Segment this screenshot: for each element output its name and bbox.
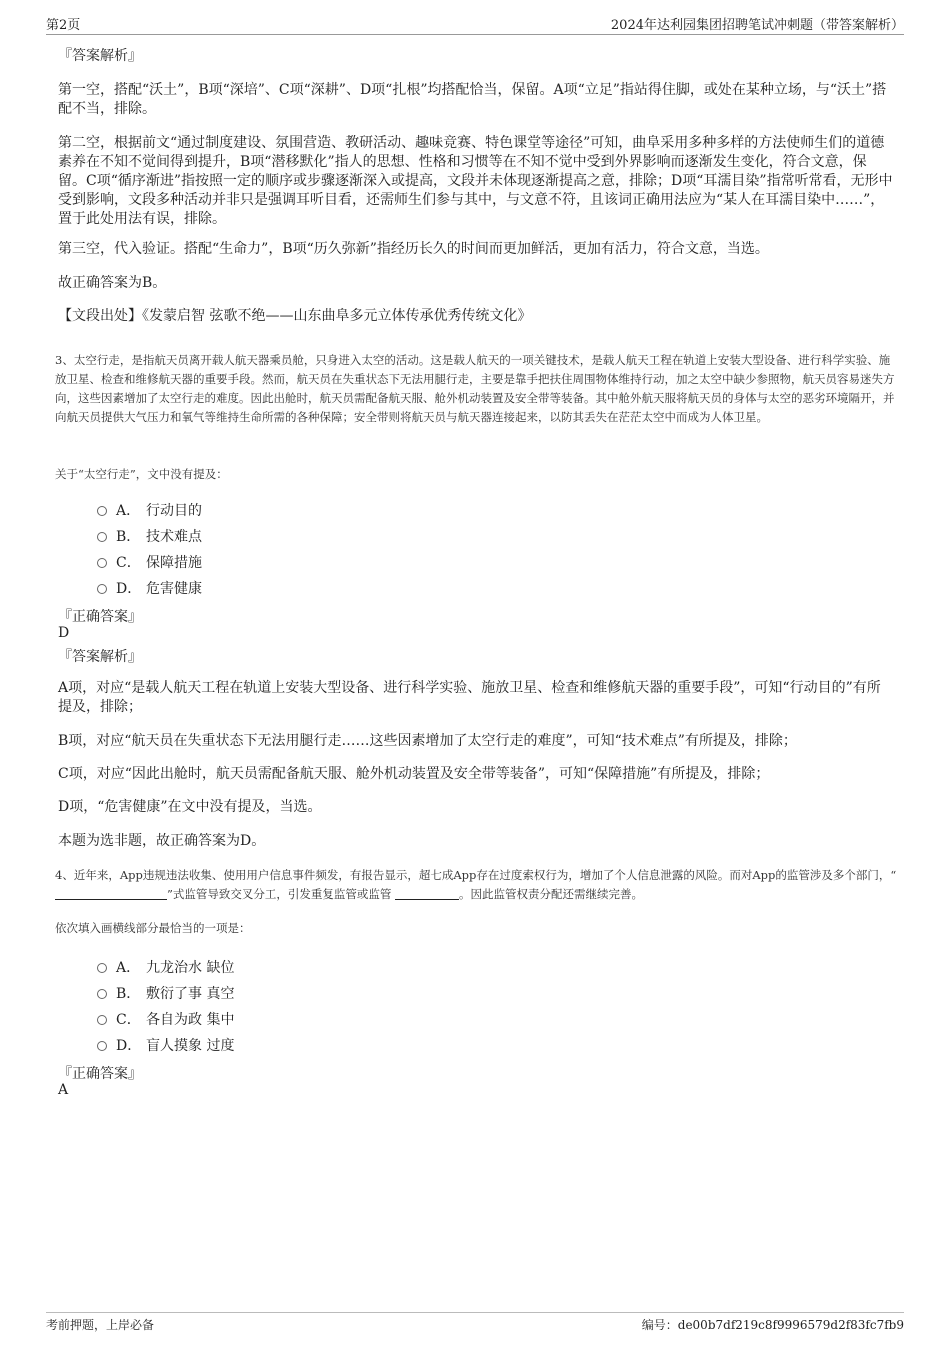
question-3-prompt: 关于“太空行走”，文中没有提及：	[55, 467, 228, 481]
radio-icon[interactable]	[97, 989, 107, 999]
analysis-paragraph: A项，对应“是载人航天工程在轨道上安装大型设备、进行科学实验、施放卫星、检查和维修航天器的重要手段”，可知“行动目的”有所提及，排除；	[58, 680, 881, 715]
analysis-paragraph: B项，对应“航天员在失重状态下无法用腿行走……这些因素增加了太空行走的难度”，可知“技术难点”有所提及，排除；	[58, 733, 797, 749]
fill-blank-2	[395, 887, 459, 900]
question-4-option-c[interactable]: C． 各自为政 集中	[97, 1009, 234, 1029]
radio-icon[interactable]	[97, 584, 107, 594]
analysis-paragraph: 第一空，搭配“沃土”，B项“深培”、C项“深耕”、D项“扎根”均搭配恰当，保留。A项“立足”指站得住脚，或处在某种立场，与“沃土”搭配不当，排除。	[58, 82, 887, 117]
question-3-option-a[interactable]: A． 行动目的	[97, 500, 202, 520]
footer-slogan: 考前押题，上岸必备	[46, 1318, 155, 1332]
page-header	[46, 14, 904, 35]
radio-icon[interactable]	[97, 558, 107, 568]
analysis-paragraph: 第三空，代入验证。搭配“生命力”，B项“历久弥新”指经历长久的时间而更加鲜活，更加有活力，符合文意，当选。	[58, 241, 769, 257]
question-3-option-b[interactable]: B． 技术难点	[97, 526, 202, 546]
correct-answer: D	[58, 625, 70, 641]
analysis-label: 『答案解析』	[58, 48, 142, 64]
radio-icon[interactable]	[97, 963, 107, 973]
fill-blank-1	[55, 887, 167, 900]
analysis-paragraph: C项，对应“因此出舱时，航天员需配备航天服、舱外机动装置及安全带等装备”，可知“保障措施”有所提及，排除；	[58, 766, 770, 782]
question-3-option-d[interactable]: D． 危害健康	[97, 578, 202, 598]
source-citation: 【文段出处】《发蒙启智 弦歌不绝——山东曲阜多元立体传承优秀传统文化》	[58, 308, 532, 324]
question-4-option-a[interactable]: A． 九龙治水 缺位	[97, 957, 234, 977]
page-footer	[46, 1312, 904, 1332]
question-3-text: 3、太空行走，是指航天员离开载人航天器乘员舱，只身进入太空的活动。这是载人航天的一项关键技术，是载人航天工程在轨道上安装大型设备、进行科学实验、施放卫星、检查和维修航天器的重要手段。然而，航天员在失重状态下无法用腿行走，主要是靠手把扶住周围物体维持行动，加之太空中缺少参照物，航天员容易迷失方向，这些因素增加了太空行走的难度。因此出舱时，航天员需配备航天服、舱外机动装置及安全带等装备。其中舱外航天服将航天员的身体与太空的恶劣环境隔开，并向航天员提供大气压力和氧气等维持生命所需的各种保障；安全带则将航天员与航天器连接起来，以防其丢失在茫茫太空中而成为人体卫星。	[55, 353, 895, 424]
document-id: 编号：de00b7df219c8f9996579d2f83fc7fb9	[641, 1318, 904, 1332]
radio-icon[interactable]	[97, 506, 107, 516]
document-title: 2024年达利园集团招聘笔试冲刺题（带答案解析）	[610, 18, 904, 33]
radio-icon[interactable]	[97, 532, 107, 542]
question-4-prompt: 依次填入画横线部分最恰当的一项是：	[55, 921, 251, 935]
correct-answer: A	[58, 1082, 69, 1098]
radio-icon[interactable]	[97, 1015, 107, 1025]
correct-answer-label: 『正确答案』	[58, 1066, 142, 1082]
analysis-paragraph: 本题为选非题，故正确答案为D。	[58, 833, 266, 849]
analysis-paragraph: 故正确答案为B。	[58, 275, 167, 291]
question-4-text: 4、近年来，App违规违法收集、使用用户信息事件频发，有报告显示，超七成App存在过度索权行为，增加了个人信息泄露的风险。而对App的监管涉及多个部门，“”式监管导致交叉分工，引发重复监管或监管 。因此监管权责分配还需继续完善。	[55, 868, 897, 901]
question-3-option-c[interactable]: C． 保障措施	[97, 552, 202, 572]
question-4-option-d[interactable]: D． 盲人摸象 过度	[97, 1035, 234, 1055]
page-number: 第2页	[46, 18, 81, 33]
correct-answer-label: 『正确答案』	[58, 609, 142, 625]
radio-icon[interactable]	[97, 1041, 107, 1051]
analysis-paragraph: 第二空，根据前文“通过制度建设、氛围营造、教研活动、趣味竞赛、特色课堂等途径”可知，曲阜采用多种多样的方法使师生们的道德素养在不知不觉间得到提升，B项“潜移默化”指人的思想、性格和习惯等在不知不觉中受到外界影响而逐渐发生变化，符合文意，保留。C项“循序渐进”指按照一定的顺序或步骤逐渐深入或提高，文段并未体现逐渐提高之意，排除；D项“耳濡目染”指常听常看，无形中受到影响，文段多种活动并非只是强调耳听目看，还需师生们参与其中，与文意不符，且该词正确用法应为“某人在耳濡目染中……”，置于此处用法有误，排除。	[58, 135, 893, 227]
analysis-paragraph: D项，“危害健康”在文中没有提及，当选。	[58, 799, 322, 815]
analysis-label: 『答案解析』	[58, 649, 142, 665]
question-4-option-b[interactable]: B． 敷衍了事 真空	[97, 983, 234, 1003]
